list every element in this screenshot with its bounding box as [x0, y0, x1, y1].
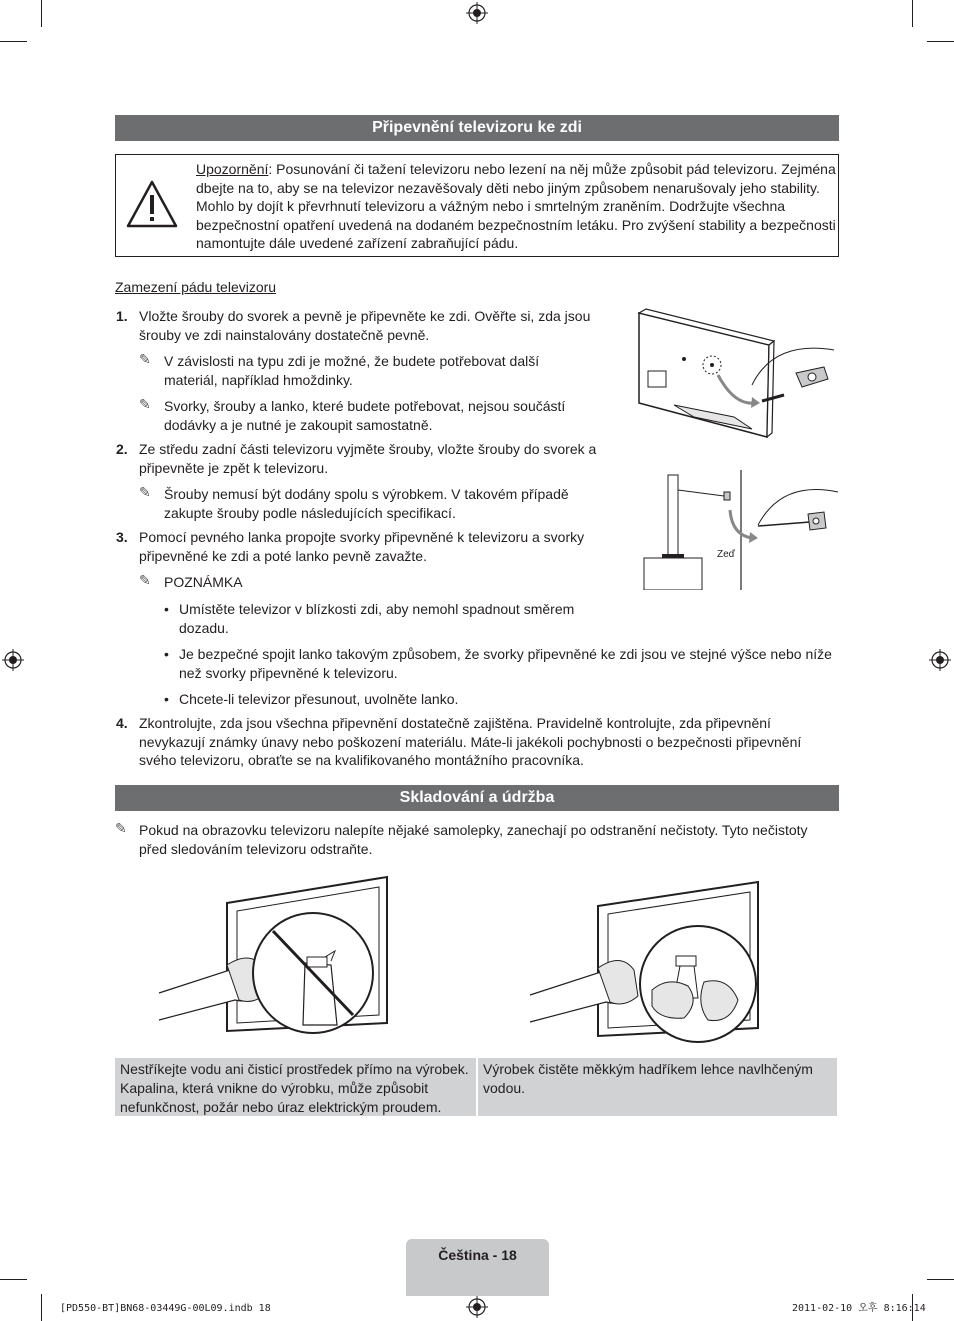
crop-mark: [41, 0, 42, 27]
registration-mark-icon: [2, 649, 24, 671]
registration-mark-icon: [466, 2, 488, 24]
warning-text: [196, 160, 836, 253]
tv-wall-side-illustration: [642, 470, 839, 590]
timestamp: 2011-02-10 오후 8:16:14: [792, 1303, 926, 1314]
file-info: [PD550-BT]BN68-03449G-00L09.indb 18: [60, 1303, 271, 1314]
bullet-icon: •: [164, 691, 169, 707]
warning-body: : Posunování či tažení televizoru nebo lezení na něj může způsobit pád televizoru. Zejména dbejte na to, aby se na televizor nezavěšovaly děti nebo jiným způsobem nenarušovaly jeho stability. Mohlo by dojít k převrhnutí televizoru a vážným nebo i smrtelným zraněním. Dodržujte všechna bezpečnostní opatření uvedená na dodaném bezpečnostním letáku. Pro zvýšení stability a bezpečnosti namontujte dále uvedené zařízení zabraňující pádu.: [196, 161, 836, 252]
crop-mark: [927, 1279, 954, 1280]
section-title-storage-maintenance: Skladování a údržba: [115, 785, 839, 811]
step-text: Pomocí pevného lanka propojte svorky připevněné k televizoru a svorky připevněné ke zdi a poté lanko pevně zavažte.: [139, 529, 585, 564]
note-heading: POZNÁMKA: [164, 574, 243, 590]
page-number: Čeština - 18: [438, 1247, 517, 1263]
warning-box: [115, 154, 839, 257]
crop-mark: [0, 41, 27, 42]
note-text: Pokud na obrazovku televizoru nalepíte nějaké samolepky, zanechají po odstranění nečistoty. Tyto nečistoty před sledováním televizoru odstraňte.: [139, 822, 808, 857]
step-number: 2.: [116, 441, 128, 457]
step-text: Vložte šrouby do svorek a pevně je připevněte ke zdi. Ověřte si, zda jsou šrouby ve zdi nainstalovány dostatečně pevně.: [139, 308, 591, 343]
subheading-fall-prevention: Zamezení pádu televizoru: [115, 279, 277, 295]
wipe-with-cloth-illustration: [528, 880, 763, 1050]
step-text: Ze středu zadní části televizoru vyjměte šrouby, vložte šrouby do svorek a připevněte je zpět k televizoru.: [139, 441, 597, 476]
note-text: Šrouby nemusí být dodány spolu s výrobkem. V takovém případě zakupte šrouby podle následujících specifikací.: [164, 486, 569, 521]
warning-triangle-icon: [126, 179, 178, 229]
step-number: 3.: [116, 529, 128, 545]
note-icon: ✎: [139, 485, 151, 501]
bullet-icon: •: [164, 646, 169, 662]
crop-mark: [927, 41, 954, 42]
caption-wipe-cloth: Výrobek čistěte měkkým hadříkem lehce navlhčeným vodou.: [478, 1058, 837, 1116]
page-number-tab: [406, 1239, 549, 1296]
bullet-text: Chcete-li televizor přesunout, uvolněte lanko.: [179, 691, 459, 707]
bullet-icon: •: [164, 601, 169, 617]
tv-back-bracket-illustration: [634, 305, 839, 440]
note-text: Svorky, šrouby a lanko, které budete potřebovat, nejsou součástí dodávky a je nutné je zakoupit samostatně.: [164, 398, 566, 433]
bullet-text: Je bezpečné spojit lanko takovým způsobem, že svorky připevněné ke zdi jsou ve stejné výšce nebo níže než svorky připevněné k televizoru.: [179, 646, 832, 681]
bullet-text: Umístěte televizor v blízkosti zdi, aby nemohl spadnout směrem dozadu.: [179, 601, 575, 636]
registration-mark-icon: [466, 1296, 488, 1318]
step-number: 1.: [116, 308, 128, 324]
crop-mark: [41, 1294, 42, 1321]
crop-mark: [912, 0, 913, 27]
section-title-wall-mount: Připevnění televizoru ke zdi: [115, 115, 839, 141]
wall-label: Zeď: [717, 549, 735, 560]
step-text: Zkontrolujte, zda jsou všechna připevnění dostatečně zajištěna. Pravidelně kontrolujte, zda připevnění nevykazují známky únavy nebo poškození materiálu. Máte-li jakékoli pochybnosti o bezpečnosti připevnění svého televizoru, obraťte se na kvalifikovaného montážního pracovníka.: [139, 715, 802, 769]
registration-mark-icon: [929, 649, 951, 671]
note-icon: ✎: [115, 821, 127, 837]
crop-mark: [0, 1279, 27, 1280]
step-number: 4.: [116, 715, 128, 731]
note-text: V závislosti na typu zdi je možné, že budete potřebovat další materiál, například hmoždinky.: [164, 353, 540, 388]
note-icon: ✎: [139, 397, 151, 413]
do-not-spray-illustration: [155, 875, 390, 1045]
note-icon: ✎: [139, 573, 151, 589]
note-icon: ✎: [139, 352, 151, 368]
caption-do-not-spray: Nestříkejte vodu ani čisticí prostředek přímo na výrobek. Kapalina, která vnikne do výrobku, může způsobit nefunkčnost, požár nebo úraz elektrickým proudem.: [115, 1058, 476, 1116]
warning-label: Upozornění: [196, 161, 269, 177]
